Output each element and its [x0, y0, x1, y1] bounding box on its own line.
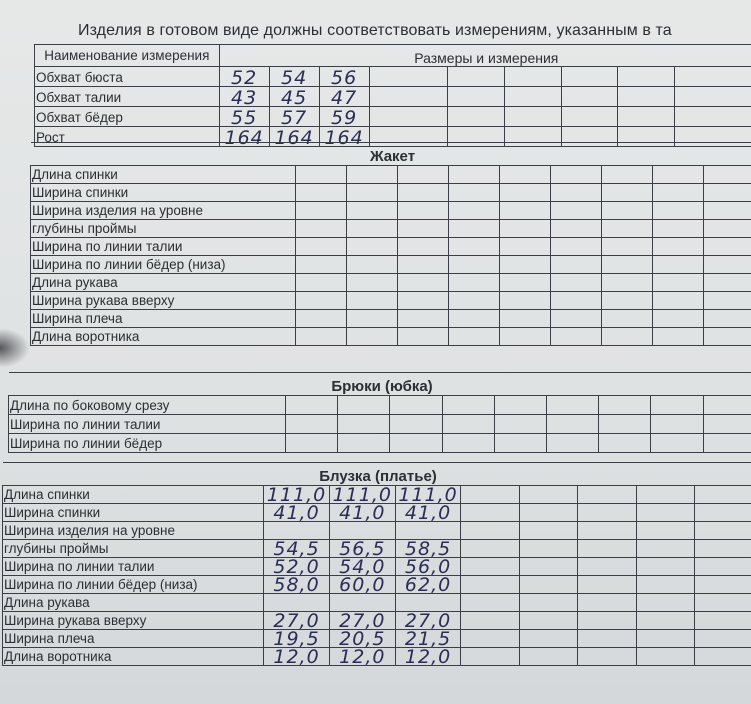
- jacket-row-label: Ширина спинки: [31, 184, 296, 202]
- empty-cell: [295, 310, 346, 328]
- empty-cell: [601, 202, 652, 220]
- empty-cell: [547, 415, 599, 434]
- blouse-row-label: Ширина плеча: [3, 630, 264, 648]
- empty-cell: [295, 274, 346, 292]
- empty-cell: [703, 434, 751, 453]
- measurement-value: 56,0: [395, 558, 461, 576]
- empty-cell: [636, 504, 695, 522]
- empty-cell: [547, 434, 599, 453]
- empty-cell: [346, 184, 397, 202]
- measurement-value: 58,0: [264, 576, 330, 594]
- trousers-title: Брюки (юбка): [9, 373, 751, 396]
- empty-cell: [636, 612, 695, 630]
- empty-cell: [505, 107, 562, 127]
- empty-cell: [578, 504, 637, 522]
- empty-cell: [550, 292, 601, 310]
- jacket-row-label: Длина спинки: [31, 166, 296, 184]
- empty-cell: [652, 238, 703, 256]
- empty-cell: [519, 558, 578, 576]
- jacket-row-label: Ширина изделия на уровне: [31, 202, 296, 220]
- sizes-table: [34, 44, 751, 147]
- empty-cell: [550, 166, 601, 184]
- empty-cell: [636, 594, 695, 612]
- empty-cell: [703, 274, 751, 292]
- size-value: 55: [219, 107, 269, 127]
- measurement-value: 41,0: [395, 504, 461, 522]
- empty-cell: [369, 67, 448, 87]
- empty-cell: [397, 292, 448, 310]
- blouse-row: [3, 576, 751, 594]
- empty-cell: [499, 256, 550, 274]
- measurement-value: 27,0: [264, 612, 330, 630]
- empty-cell: [494, 415, 546, 434]
- jacket-row: [31, 220, 751, 238]
- empty-cell: [442, 396, 494, 415]
- empty-cell: [601, 274, 652, 292]
- trousers-table: [8, 372, 751, 453]
- blouse-row: [3, 522, 751, 540]
- blouse-row: [3, 594, 751, 612]
- empty-cell: [390, 434, 442, 453]
- empty-cell: [550, 328, 601, 346]
- empty-cell: [397, 328, 448, 346]
- measurement-value: 41,0: [329, 504, 395, 522]
- empty-cell: [346, 256, 397, 274]
- empty-cell: [695, 576, 751, 594]
- empty-cell: [369, 87, 448, 107]
- empty-cell: [675, 67, 751, 87]
- empty-cell: [601, 166, 652, 184]
- empty-cell: [599, 434, 651, 453]
- empty-cell: [448, 87, 505, 107]
- empty-cell: [448, 184, 499, 202]
- empty-cell: [346, 220, 397, 238]
- empty-cell: [397, 256, 448, 274]
- empty-cell: [461, 630, 520, 648]
- measurement-value: 111,0: [329, 486, 395, 504]
- empty-cell: [397, 166, 448, 184]
- empty-cell: [578, 576, 637, 594]
- empty-cell: [652, 184, 703, 202]
- measurement-value: 111,0: [395, 486, 461, 504]
- empty-cell: [703, 166, 751, 184]
- empty-cell: [578, 558, 637, 576]
- empty-cell: [601, 184, 652, 202]
- empty-cell: [519, 486, 578, 504]
- trousers-row: [9, 415, 751, 434]
- empty-cell: [397, 202, 448, 220]
- empty-cell: [636, 648, 695, 666]
- empty-cell: [448, 67, 505, 87]
- empty-cell: [561, 67, 618, 87]
- empty-cell: [547, 396, 599, 415]
- empty-cell: [695, 486, 751, 504]
- empty-cell: [652, 202, 703, 220]
- empty-cell: [338, 396, 390, 415]
- empty-cell: [550, 310, 601, 328]
- size-value: 57: [269, 107, 319, 127]
- empty-cell: [550, 184, 601, 202]
- jacket-row: [31, 238, 751, 256]
- empty-cell: [505, 67, 562, 87]
- measurement-value: [329, 594, 395, 612]
- empty-cell: [703, 396, 751, 415]
- size-value: 45: [269, 87, 319, 107]
- empty-cell: [461, 612, 520, 630]
- empty-cell: [675, 107, 751, 127]
- empty-cell: [448, 310, 499, 328]
- empty-cell: [703, 310, 751, 328]
- empty-cell: [578, 540, 637, 558]
- measurement-value: 20,5: [329, 630, 395, 648]
- empty-cell: [703, 220, 751, 238]
- jacket-title-row: [31, 143, 751, 166]
- jacket-row-label: глубины проймы: [31, 220, 296, 238]
- empty-cell: [461, 522, 520, 540]
- empty-cell: [695, 504, 751, 522]
- empty-cell: [499, 328, 550, 346]
- empty-cell: [578, 486, 637, 504]
- measurement-value: 27,0: [329, 612, 395, 630]
- empty-cell: [703, 184, 751, 202]
- empty-cell: [499, 292, 550, 310]
- jacket-row: [31, 292, 751, 310]
- jacket-row: [31, 184, 751, 202]
- empty-cell: [519, 594, 578, 612]
- sizes-row: [35, 67, 751, 87]
- size-value: 164: [219, 127, 269, 147]
- empty-cell: [295, 292, 346, 310]
- blouse-row-label: Длина рукава: [3, 594, 264, 612]
- blouse-row: [3, 486, 751, 504]
- blouse-row: [3, 612, 751, 630]
- empty-cell: [695, 612, 751, 630]
- empty-cell: [652, 166, 703, 184]
- measurement-value: [395, 522, 461, 540]
- empty-cell: [601, 220, 652, 238]
- jacket-row-label: Ширина по линии бёдер (низа): [31, 256, 296, 274]
- trousers-row: [9, 434, 751, 453]
- size-value: 164: [269, 127, 319, 147]
- blouse-row-label: Длина воротника: [3, 648, 264, 666]
- empty-cell: [578, 648, 637, 666]
- empty-cell: [494, 434, 546, 453]
- empty-cell: [397, 184, 448, 202]
- sizes-row-label: Обхват талии: [35, 87, 220, 107]
- empty-cell: [369, 107, 448, 127]
- empty-cell: [499, 202, 550, 220]
- empty-cell: [703, 292, 751, 310]
- empty-cell: [519, 612, 578, 630]
- sizes-row-label: Обхват бёдер: [35, 107, 220, 127]
- size-value: 47: [319, 87, 369, 107]
- trousers-row-label: Длина по боковому срезу: [9, 396, 286, 415]
- empty-cell: [578, 594, 637, 612]
- measurement-value: 12,0: [395, 648, 461, 666]
- empty-cell: [442, 434, 494, 453]
- jacket-row-label: Длина воротника: [31, 328, 296, 346]
- measurement-value: 54,5: [264, 540, 330, 558]
- empty-cell: [461, 558, 520, 576]
- blouse-row: [3, 558, 751, 576]
- empty-cell: [295, 328, 346, 346]
- empty-cell: [295, 166, 346, 184]
- blouse-title: Блузка (платье): [3, 463, 751, 486]
- name-label: Наименование измерения: [35, 45, 220, 67]
- empty-cell: [448, 166, 499, 184]
- empty-cell: [601, 292, 652, 310]
- empty-cell: [695, 594, 751, 612]
- empty-cell: [695, 558, 751, 576]
- empty-cell: [578, 612, 637, 630]
- empty-cell: [618, 67, 675, 87]
- blouse-row: [3, 648, 751, 666]
- trousers-title-row: [9, 373, 751, 396]
- jacket-row-label: Длина рукава: [31, 274, 296, 292]
- blouse-row-label: Ширина спинки: [3, 504, 264, 522]
- empty-cell: [295, 220, 346, 238]
- empty-cell: [346, 238, 397, 256]
- empty-cell: [651, 396, 703, 415]
- empty-cell: [295, 184, 346, 202]
- blouse-row: [3, 504, 751, 522]
- size-value: 59: [319, 107, 369, 127]
- jacket-row: [31, 166, 751, 184]
- empty-cell: [494, 396, 546, 415]
- empty-cell: [338, 415, 390, 434]
- blouse-title-row: [3, 463, 751, 486]
- empty-cell: [338, 434, 390, 453]
- empty-cell: [397, 220, 448, 238]
- sizes-row-label: Рост: [35, 127, 220, 147]
- empty-cell: [601, 256, 652, 274]
- sizes-row: [35, 87, 751, 107]
- empty-cell: [550, 274, 601, 292]
- empty-cell: [295, 256, 346, 274]
- empty-cell: [448, 292, 499, 310]
- empty-cell: [499, 184, 550, 202]
- empty-cell: [561, 107, 618, 127]
- measurement-value: 56,5: [329, 540, 395, 558]
- empty-cell: [505, 87, 562, 107]
- measurement-value: 41,0: [264, 504, 330, 522]
- empty-cell: [461, 648, 520, 666]
- empty-cell: [636, 558, 695, 576]
- empty-cell: [636, 522, 695, 540]
- measurement-value: 21,5: [395, 630, 461, 648]
- empty-cell: [652, 292, 703, 310]
- blouse-row-label: Ширина рукава вверху: [3, 612, 264, 630]
- jacket-table: [30, 142, 751, 346]
- trousers-row-label: Ширина по линии бёдер: [9, 434, 286, 453]
- empty-cell: [448, 238, 499, 256]
- jacket-row: [31, 328, 751, 346]
- empty-cell: [499, 220, 550, 238]
- empty-cell: [561, 87, 618, 107]
- empty-cell: [442, 415, 494, 434]
- measurement-value: 27,0: [395, 612, 461, 630]
- empty-cell: [695, 648, 751, 666]
- empty-cell: [461, 540, 520, 558]
- measurement-value: [329, 522, 395, 540]
- measurement-value: 58,5: [395, 540, 461, 558]
- blouse-row: [3, 540, 751, 558]
- empty-cell: [703, 415, 751, 434]
- empty-cell: [618, 87, 675, 107]
- empty-cell: [295, 238, 346, 256]
- blouse-row-label: Длина спинки: [3, 486, 264, 504]
- empty-cell: [499, 238, 550, 256]
- trousers-row: [9, 396, 751, 415]
- empty-cell: [346, 202, 397, 220]
- empty-cell: [636, 540, 695, 558]
- empty-cell: [519, 576, 578, 594]
- measurement-value: 62,0: [395, 576, 461, 594]
- empty-cell: [651, 415, 703, 434]
- empty-cell: [499, 274, 550, 292]
- empty-cell: [519, 540, 578, 558]
- measurement-value: 60,0: [329, 576, 395, 594]
- empty-cell: [461, 486, 520, 504]
- measurement-value: [395, 594, 461, 612]
- size-value: 43: [219, 87, 269, 107]
- empty-cell: [695, 522, 751, 540]
- empty-cell: [346, 274, 397, 292]
- measurement-value: 12,0: [264, 648, 330, 666]
- measurement-value: [264, 522, 330, 540]
- size-value: 164: [319, 127, 369, 147]
- empty-cell: [499, 166, 550, 184]
- empty-cell: [286, 415, 338, 434]
- empty-cell: [636, 630, 695, 648]
- jacket-row: [31, 274, 751, 292]
- empty-cell: [550, 202, 601, 220]
- jacket-row-label: Ширина рукава вверху: [31, 292, 296, 310]
- empty-cell: [618, 107, 675, 127]
- jacket-row: [31, 256, 751, 274]
- empty-cell: [599, 415, 651, 434]
- empty-cell: [461, 504, 520, 522]
- empty-cell: [601, 328, 652, 346]
- empty-cell: [448, 328, 499, 346]
- empty-cell: [550, 220, 601, 238]
- empty-cell: [390, 396, 442, 415]
- empty-cell: [448, 202, 499, 220]
- measurement-value: [264, 594, 330, 612]
- measurement-value: 111,0: [264, 486, 330, 504]
- empty-cell: [448, 220, 499, 238]
- header-text: Изделия в готовом виде должны соответствовать измерениям, указанным в та: [78, 22, 672, 39]
- blouse-row-label: Ширина изделия на уровне: [3, 522, 264, 540]
- size-value: 52: [219, 67, 269, 87]
- empty-cell: [346, 310, 397, 328]
- empty-cell: [599, 396, 651, 415]
- empty-cell: [346, 166, 397, 184]
- blouse-table: [2, 462, 751, 666]
- empty-cell: [461, 594, 520, 612]
- empty-cell: [550, 256, 601, 274]
- empty-cell: [519, 504, 578, 522]
- empty-cell: [286, 434, 338, 453]
- blouse-row-label: глубины проймы: [3, 540, 264, 558]
- empty-cell: [346, 292, 397, 310]
- jacket-row: [31, 310, 751, 328]
- empty-cell: [652, 274, 703, 292]
- jacket-row-label: Ширина по линии талии: [31, 238, 296, 256]
- measurement-value: 19,5: [264, 630, 330, 648]
- blouse-row: [3, 630, 751, 648]
- empty-cell: [346, 328, 397, 346]
- jacket-title: Жакет: [31, 143, 751, 166]
- size-value: 56: [319, 67, 369, 87]
- empty-cell: [397, 310, 448, 328]
- jacket-row-label: Ширина плеча: [31, 310, 296, 328]
- empty-cell: [286, 396, 338, 415]
- empty-cell: [499, 310, 550, 328]
- page-shadow: [0, 328, 30, 368]
- empty-cell: [636, 486, 695, 504]
- sizes-title: Размеры и измерения: [219, 45, 751, 67]
- empty-cell: [448, 256, 499, 274]
- blouse-row-label: Ширина по линии бёдер (низа): [3, 576, 264, 594]
- empty-cell: [390, 415, 442, 434]
- empty-cell: [601, 238, 652, 256]
- trousers-row-label: Ширина по линии талии: [9, 415, 286, 434]
- empty-cell: [652, 256, 703, 274]
- blouse-row-label: Ширина по линии талии: [3, 558, 264, 576]
- empty-cell: [448, 274, 499, 292]
- empty-cell: [675, 87, 751, 107]
- empty-cell: [695, 630, 751, 648]
- sizes-row-label: Обхват бюста: [35, 67, 220, 87]
- empty-cell: [461, 576, 520, 594]
- measurement-value: 54,0: [329, 558, 395, 576]
- empty-cell: [651, 434, 703, 453]
- empty-cell: [397, 238, 448, 256]
- empty-cell: [601, 310, 652, 328]
- empty-cell: [695, 540, 751, 558]
- measurement-value: 52,0: [264, 558, 330, 576]
- empty-cell: [636, 576, 695, 594]
- empty-cell: [703, 328, 751, 346]
- empty-cell: [703, 202, 751, 220]
- size-value: 54: [269, 67, 319, 87]
- empty-cell: [578, 522, 637, 540]
- jacket-row: [31, 202, 751, 220]
- empty-cell: [550, 238, 601, 256]
- empty-cell: [578, 630, 637, 648]
- empty-cell: [703, 238, 751, 256]
- empty-cell: [519, 630, 578, 648]
- empty-cell: [652, 220, 703, 238]
- empty-cell: [519, 522, 578, 540]
- empty-cell: [703, 256, 751, 274]
- empty-cell: [652, 310, 703, 328]
- measurement-value: 12,0: [329, 648, 395, 666]
- empty-cell: [448, 107, 505, 127]
- empty-cell: [295, 202, 346, 220]
- empty-cell: [397, 274, 448, 292]
- sizes-row: [35, 107, 751, 127]
- empty-cell: [652, 328, 703, 346]
- empty-cell: [519, 648, 578, 666]
